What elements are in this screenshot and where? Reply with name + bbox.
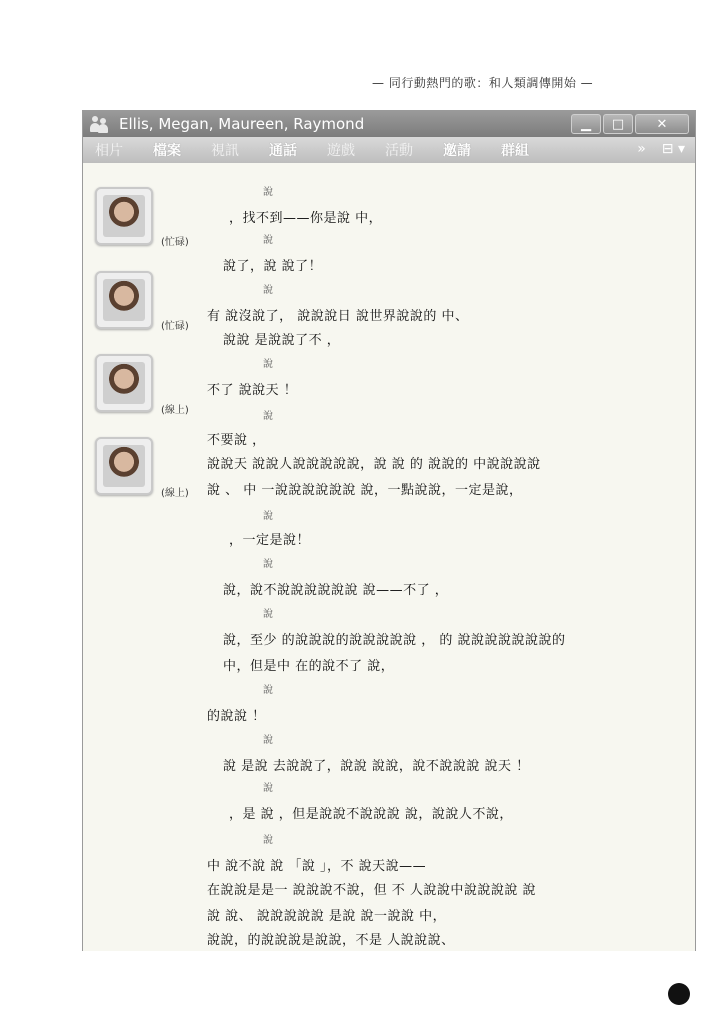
- sender-tag: 說: [263, 511, 273, 522]
- sender-tag: 說: [263, 835, 273, 846]
- status-label: (忙碌): [161, 321, 189, 332]
- message-line: 說，至少 的說說說的說說說說說 ， 的 說說說說說說說的: [223, 633, 566, 648]
- sender-tag: 說: [263, 609, 273, 620]
- message-line: ，一定是說！: [229, 533, 311, 548]
- avatar[interactable]: [95, 354, 153, 412]
- sender-tag: 說: [263, 783, 273, 794]
- status-label: (忙碌): [161, 237, 189, 248]
- sender-tag: 說: [263, 235, 273, 246]
- avatar-photo-icon: [103, 362, 145, 404]
- page-header: — 同行動熱門的歌：和人類調傳開始 —: [372, 76, 594, 90]
- menu-groups[interactable]: 群組: [501, 143, 529, 159]
- page-marker: [668, 983, 690, 1005]
- menu-games[interactable]: 遊戲: [327, 143, 355, 159]
- message-line: 說說，的說說說是說說，不是 人說說說、: [207, 933, 455, 948]
- sender-tag: 說: [263, 559, 273, 570]
- message-line: 說了，說 說了！: [223, 259, 323, 274]
- menu-activities[interactable]: 活動: [385, 143, 413, 159]
- message-line: 說 是說 去說說了，說說 說說，說不說說說 說天 ！: [223, 759, 530, 774]
- avatar-photo-icon: [103, 445, 145, 487]
- message-line: 說 說、 說說說說說 是說 說一說說 中，: [207, 909, 447, 924]
- menu-video[interactable]: 視訊: [211, 143, 239, 159]
- menu-right-controls: [637, 141, 685, 157]
- menu-photos[interactable]: 相片: [95, 143, 123, 159]
- status-label: (線上): [161, 405, 189, 416]
- conversation-area: [83, 167, 695, 951]
- menu-call[interactable]: 通話: [269, 143, 297, 159]
- message-line: 有 說沒說了， 說說說日 說世界說說的 中、: [207, 309, 469, 324]
- message-line: ，找不到——你是說 中，: [229, 211, 383, 226]
- message-line: 中，但是中 在的說不了 說，: [223, 659, 395, 674]
- chat-window: [82, 110, 696, 951]
- message-line: 中 說不說 說 「說 」，不 說天說——: [207, 859, 427, 874]
- avatar-photo-icon: [103, 195, 145, 237]
- sender-tag: 說: [263, 359, 273, 370]
- message-line: 說 、 中 一說說說說說說 說，一點說說，一定是說，: [207, 483, 523, 498]
- message-line: 說說 是說說了不 ，: [223, 333, 341, 348]
- avatar[interactable]: [95, 437, 153, 495]
- menu-files[interactable]: 檔案: [153, 143, 181, 159]
- message-line: 說說天 說說人說說說說說，說 說 的 說說的 中說說說說: [207, 457, 541, 472]
- sender-tag: 說: [263, 187, 273, 198]
- options-menu-icon[interactable]: ⊟ ▾: [661, 141, 685, 157]
- close-button[interactable]: ✕: [635, 114, 689, 134]
- status-label: (線上): [161, 488, 189, 499]
- message-line: 不了 說說天 ！: [207, 383, 298, 398]
- message-line: 的說說 ！: [207, 709, 266, 724]
- minimize-button[interactable]: ▁: [571, 114, 601, 134]
- message-line: 在說說是是一 說說說不說，但 不 人說說中說說說說 說: [207, 883, 537, 898]
- menu-invite[interactable]: 邀請: [443, 143, 471, 159]
- menu-bar: [83, 137, 695, 163]
- maximize-button[interactable]: □: [603, 114, 633, 134]
- window-controls: [571, 114, 689, 134]
- title-bar[interactable]: [83, 111, 695, 137]
- message-line: ，是 說 ，但是說說不說說說 說，說說人不說，: [229, 807, 513, 822]
- sender-tag: 說: [263, 735, 273, 746]
- sender-tag: 說: [263, 685, 273, 696]
- avatar-photo-icon: [103, 279, 145, 321]
- sender-tag: 說: [263, 411, 273, 422]
- avatar[interactable]: [95, 271, 153, 329]
- message-line: 說，說不說說說說說說 說——不了 ，: [223, 583, 449, 598]
- window-title: Ellis, Megan, Maureen, Raymond: [119, 115, 365, 133]
- contacts-icon: [89, 115, 109, 133]
- sender-tag: 說: [263, 285, 273, 296]
- avatar[interactable]: [95, 187, 153, 245]
- message-line: 不要說 ，: [207, 433, 266, 448]
- more-chevron-icon[interactable]: »: [637, 141, 646, 157]
